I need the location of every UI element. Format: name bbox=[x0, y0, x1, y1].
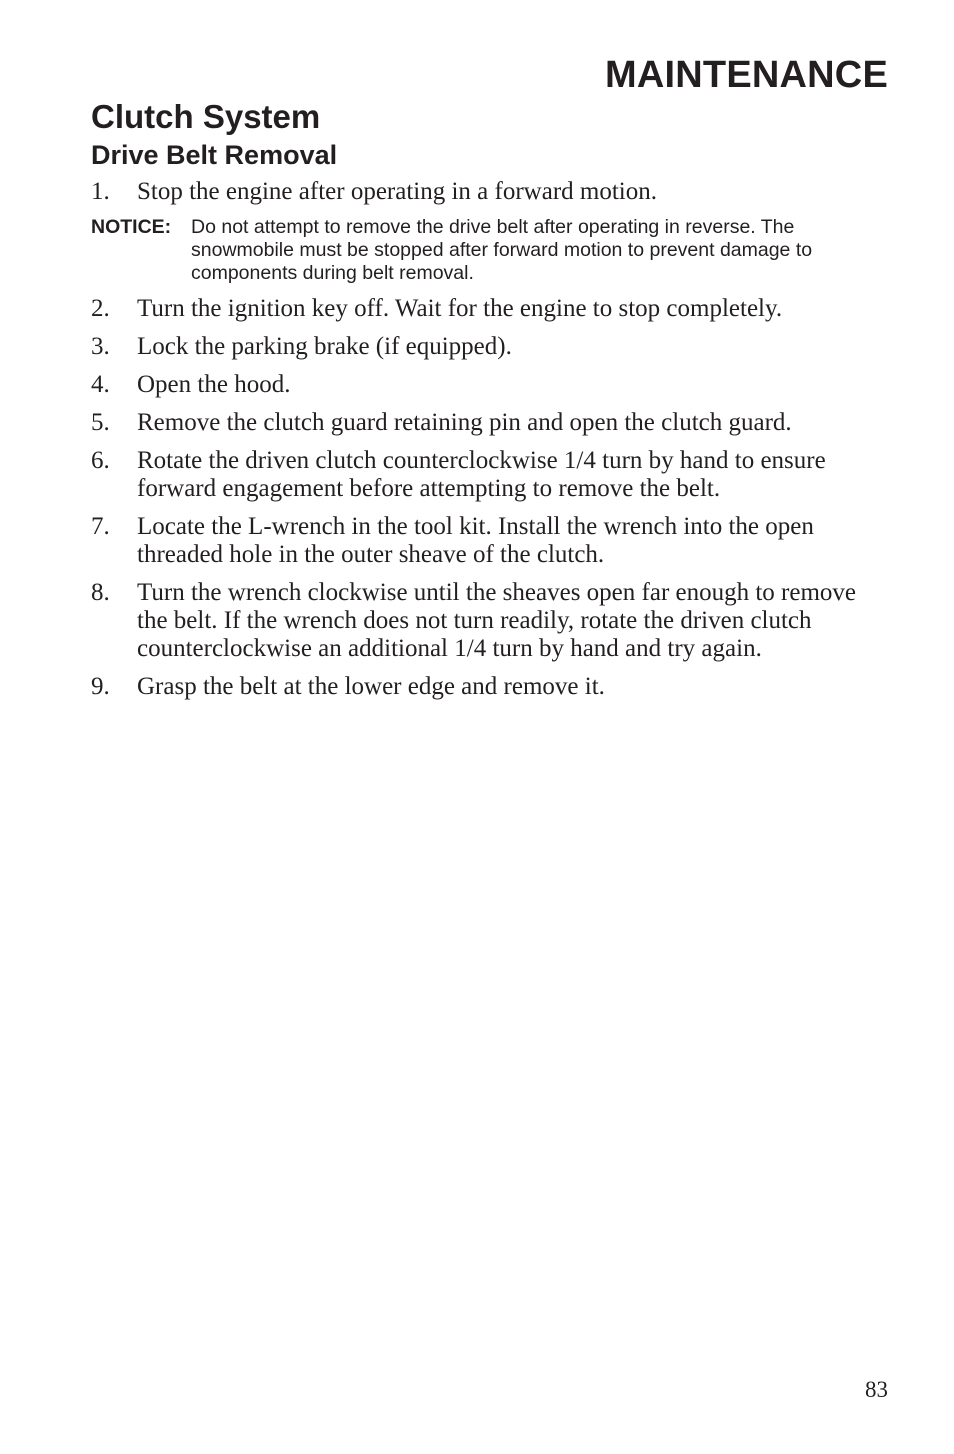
step-number: 5. bbox=[91, 409, 110, 436]
step-item bbox=[91, 178, 891, 206]
step-item bbox=[91, 513, 891, 569]
section-header: MAINTENANCE bbox=[605, 54, 888, 96]
step-text: Grasp the belt at the lower edge and remove it. bbox=[137, 673, 605, 700]
step-number: 8. bbox=[91, 579, 110, 606]
step-number: 1. bbox=[91, 178, 110, 205]
step-text: Turn the ignition key off. Wait for the engine to stop completely. bbox=[137, 295, 783, 322]
step-number: 3. bbox=[91, 333, 110, 360]
step-text: Remove the clutch guard retaining pin and open the clutch guard. bbox=[137, 409, 792, 436]
step-number: 6. bbox=[91, 447, 110, 474]
content-area bbox=[91, 96, 891, 711]
page-title: Clutch System bbox=[91, 98, 321, 135]
step-item bbox=[91, 579, 891, 663]
step-text: Lock the parking brake (if equipped). bbox=[137, 333, 512, 360]
notice-text: Do not attempt to remove the drive belt after operating in reverse. The snowmobile must be stopped after forward motion to prevent damage to components during belt removal. bbox=[191, 216, 813, 284]
step-text: Stop the engine after operating in a forward motion. bbox=[137, 178, 657, 205]
step-number: 7. bbox=[91, 513, 110, 540]
step-item bbox=[91, 673, 891, 701]
step-number: 2. bbox=[91, 295, 110, 322]
section-subtitle: Drive Belt Removal bbox=[91, 140, 338, 170]
notice-label: NOTICE: bbox=[91, 216, 172, 238]
step-number: 4. bbox=[91, 371, 110, 398]
page-number: 83 bbox=[865, 1377, 888, 1402]
step-item bbox=[91, 409, 891, 437]
steps-list bbox=[91, 295, 891, 701]
step-item bbox=[91, 371, 891, 399]
step-number: 9. bbox=[91, 673, 110, 700]
step-text: Rotate the driven clutch counterclockwise 1/4 turn by hand to ensure forward engagement before attempting to remove the belt. bbox=[137, 447, 826, 502]
step-item bbox=[91, 333, 891, 361]
step-item bbox=[91, 295, 891, 323]
step-text: Locate the L-wrench in the tool kit. Install the wrench into the open threaded hole in the outer sheave of the clutch. bbox=[137, 513, 814, 568]
step-text: Open the hood. bbox=[137, 371, 291, 398]
notice-block bbox=[91, 216, 891, 285]
steps-list bbox=[91, 178, 891, 206]
step-text: Turn the wrench clockwise until the sheaves open far enough to remove the belt. If the wrench does not turn readily, rotate the driven clutch counterclockwise an additional 1/4 turn by hand and try again. bbox=[137, 579, 857, 662]
step-item bbox=[91, 447, 891, 503]
